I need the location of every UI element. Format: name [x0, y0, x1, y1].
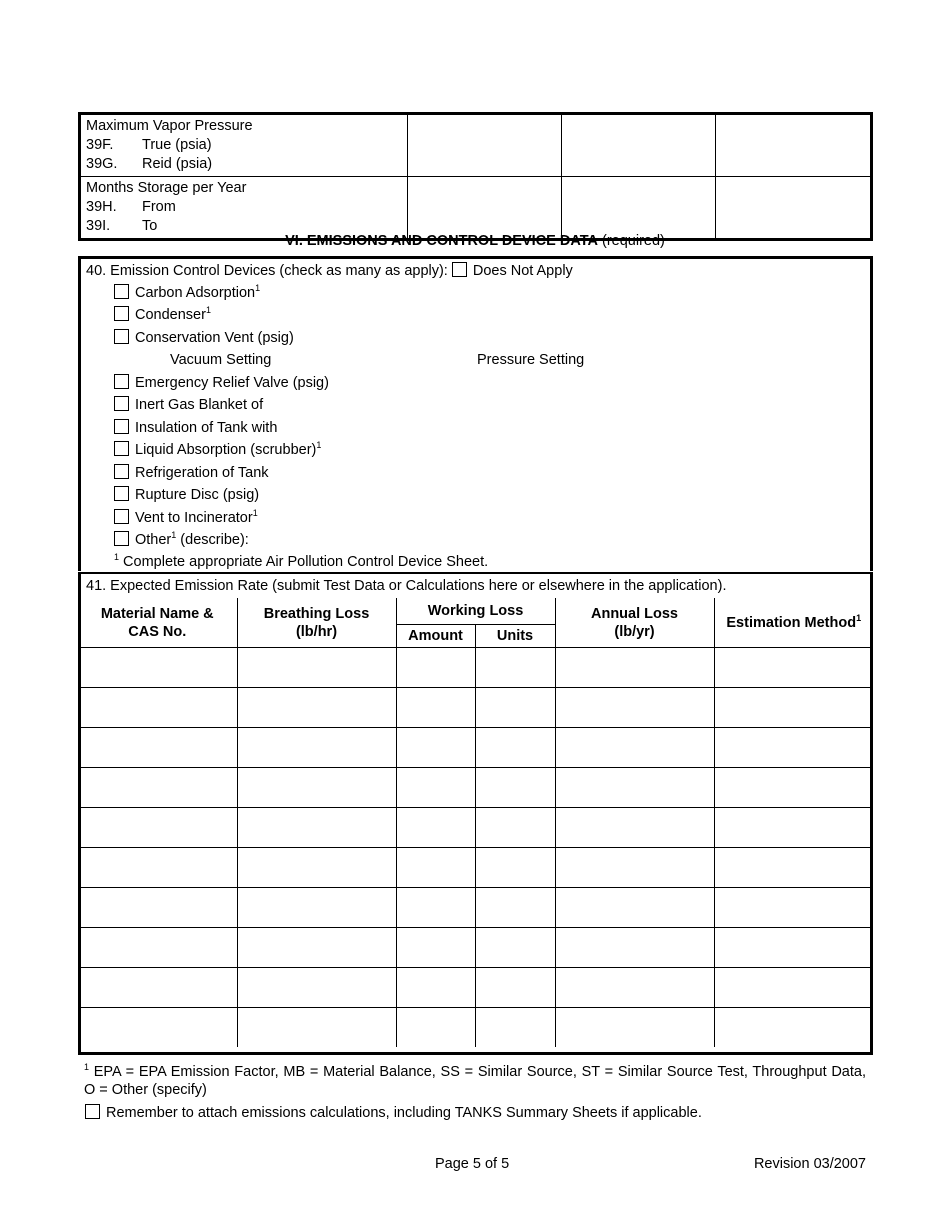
annual-header-line1: Annual Loss	[590, 605, 678, 622]
emission-table-cell[interactable]	[237, 808, 396, 848]
emission-table-row	[78, 968, 873, 1008]
emergency-relief-valve-checkbox[interactable]	[114, 374, 129, 389]
emission-table-cell[interactable]	[396, 648, 475, 688]
does-not-apply-checkbox[interactable]	[452, 262, 467, 277]
emission-table-row	[78, 728, 873, 768]
emission-table-cell[interactable]	[555, 968, 714, 1008]
carbon-adsorption-label: Carbon Adsorption	[135, 285, 256, 301]
emission-table-cell[interactable]	[396, 848, 475, 888]
footnote-marker: 1	[252, 508, 258, 518]
storage-months-row	[80, 177, 872, 240]
breathing-header-line1: Breathing Loss	[263, 605, 370, 622]
emission-table-row	[78, 768, 873, 808]
input-cell[interactable]	[407, 114, 561, 177]
emission-table-cell[interactable]	[78, 808, 237, 848]
insulation-label: Insulation of Tank with	[135, 420, 278, 436]
vapor-pressure-label	[80, 114, 408, 177]
emission-table-cell[interactable]	[714, 1008, 873, 1048]
row-title: Maximum Vapor Pressure	[86, 118, 253, 134]
rupture-disc-label: Rupture Disc (psig)	[135, 487, 260, 503]
liquid-absorption-checkbox[interactable]	[114, 441, 129, 456]
emission-table-cell[interactable]	[396, 1008, 475, 1048]
material-header-line1: Material Name &	[100, 605, 214, 622]
emission-table-cell[interactable]	[78, 848, 237, 888]
estimation-method-text: Estimation Method	[726, 614, 857, 631]
emission-table-cell[interactable]	[475, 848, 555, 888]
emission-table-cell[interactable]	[475, 728, 555, 768]
emission-table-row	[78, 928, 873, 968]
emission-table-cell[interactable]	[475, 688, 555, 728]
material-header	[78, 598, 237, 648]
emission-table-cell[interactable]	[396, 808, 475, 848]
breathing-header-line2: (lb/hr)	[295, 623, 338, 640]
rupture-disc-checkbox[interactable]	[114, 486, 129, 501]
inert-gas-blanket-label: Inert Gas Blanket of	[135, 397, 264, 413]
emission-table-cell[interactable]	[475, 888, 555, 928]
emission-table-row	[78, 848, 873, 888]
footnote-marker: 1	[255, 283, 261, 293]
emission-table-row	[78, 688, 873, 728]
emission-table-cell[interactable]	[475, 968, 555, 1008]
vapor-pressure-row	[80, 114, 872, 177]
condenser-label: Condenser	[135, 307, 206, 323]
item-label: True (psia)	[142, 137, 212, 153]
material-header-line2: CAS No.	[128, 623, 187, 640]
emission-table-cell[interactable]	[475, 768, 555, 808]
emission-table-cell[interactable]	[237, 1008, 396, 1048]
item-code: 39F.	[86, 137, 114, 153]
emission-table-cell[interactable]	[237, 688, 396, 728]
section-heading	[0, 233, 950, 249]
item-code: 39I.	[86, 218, 111, 234]
emission-table-cell[interactable]	[714, 688, 873, 728]
input-cell[interactable]	[716, 114, 872, 177]
emission-table-cell[interactable]	[475, 1008, 555, 1048]
emission-table-cell[interactable]	[714, 848, 873, 888]
input-cell[interactable]	[716, 177, 872, 240]
inert-gas-blanket-checkbox[interactable]	[114, 396, 129, 411]
emission-table-row	[78, 808, 873, 848]
annual-header-line2: (lb/yr)	[614, 623, 655, 640]
emission-table-cell[interactable]	[714, 808, 873, 848]
liquid-absorption-label: Liquid Absorption (scrubber)	[135, 442, 317, 458]
q40-prompt: 40. Emission Control Devices (check as many as apply):	[86, 263, 448, 279]
emission-table-cell[interactable]	[237, 728, 396, 768]
section-title: VI. EMISSIONS AND CONTROL DEVICE DATA	[285, 233, 598, 249]
emission-table-cell[interactable]	[396, 928, 475, 968]
refrigeration-checkbox[interactable]	[114, 464, 129, 479]
emission-table-cell[interactable]	[714, 888, 873, 928]
emission-table-cell[interactable]	[396, 888, 475, 928]
emission-table-cell[interactable]	[237, 928, 396, 968]
emission-table-cell[interactable]	[714, 968, 873, 1008]
vent-to-incinerator-label: Vent to Incinerator	[135, 510, 253, 526]
other-label: Other	[135, 532, 172, 548]
emission-table-cell[interactable]	[78, 688, 237, 728]
emission-table-cell[interactable]	[555, 728, 714, 768]
emission-table-cell[interactable]	[78, 1008, 237, 1048]
estimation-footnote	[84, 1063, 866, 1099]
page-number: Page 5 of 5	[435, 1156, 510, 1172]
other-checkbox[interactable]	[114, 531, 129, 546]
emission-table-cell[interactable]	[78, 968, 237, 1008]
amount-header: Amount	[396, 624, 475, 647]
input-cell[interactable]	[562, 177, 716, 240]
emission-table-cell[interactable]	[237, 768, 396, 808]
emission-table-cell[interactable]	[555, 1008, 714, 1048]
conservation-vent-label: Conservation Vent (psig)	[135, 330, 294, 346]
vapor-pressure-table	[78, 112, 873, 241]
footnote-marker: 1	[84, 1062, 90, 1072]
emission-table-row	[78, 888, 873, 928]
emission-table-cell[interactable]	[475, 808, 555, 848]
working-loss-header: Working Loss	[396, 598, 555, 624]
item-code: 39H.	[86, 199, 117, 215]
input-cell[interactable]	[562, 114, 716, 177]
revision-date: Revision 03/2007	[753, 1156, 866, 1172]
estimation-footnote-text: EPA = EPA Emission Factor, MB = Material Balance, SS = Similar Source, ST = Similar Source Test, Throughput Data, O = Other (specify)	[84, 1064, 866, 1098]
row-title: Months Storage per Year	[86, 180, 247, 196]
item-label: Reid (psia)	[142, 156, 213, 172]
emission-table-row	[78, 1008, 873, 1048]
annual-loss-header	[555, 598, 714, 648]
storage-months-label	[80, 177, 408, 240]
does-not-apply-label: Does Not Apply	[472, 263, 573, 279]
emission-table-cell[interactable]	[555, 768, 714, 808]
item-label: To	[142, 218, 158, 234]
emission-table-cell[interactable]	[475, 648, 555, 688]
emission-table-cell[interactable]	[555, 888, 714, 928]
emission-table-cell[interactable]	[714, 648, 873, 688]
footnote-marker: 1	[856, 612, 862, 623]
item-code: 39G.	[86, 156, 118, 172]
emission-table-cell[interactable]	[78, 928, 237, 968]
condenser-checkbox[interactable]	[114, 306, 129, 321]
vacuum-setting-label: Vacuum Setting	[170, 352, 272, 368]
emission-table-cell[interactable]	[237, 648, 396, 688]
units-header: Units	[475, 624, 555, 647]
emission-table-cell[interactable]	[237, 848, 396, 888]
estimation-method-header	[714, 598, 873, 648]
emission-table-cell[interactable]	[396, 968, 475, 1008]
emission-table-cell[interactable]	[714, 768, 873, 808]
item-label: From	[142, 199, 176, 215]
emission-table-cell[interactable]	[475, 928, 555, 968]
footnote-marker: 1	[171, 530, 177, 540]
input-cell[interactable]	[407, 177, 561, 240]
emission-table-cell[interactable]	[555, 848, 714, 888]
emission-table-cell[interactable]	[555, 648, 714, 688]
footnote-marker: 1	[205, 305, 211, 315]
q41-prompt: 41. Expected Emission Rate (submit Test Data or Calculations here or elsewhere in the application).	[86, 578, 727, 594]
emission-table-cell[interactable]	[714, 728, 873, 768]
vent-to-incinerator-checkbox[interactable]	[114, 509, 129, 524]
emission-table-cell[interactable]	[78, 888, 237, 928]
emission-table-cell[interactable]	[396, 728, 475, 768]
insulation-checkbox[interactable]	[114, 419, 129, 434]
q40-footnote-text: Complete appropriate Air Pollution Control Device Sheet.	[119, 554, 489, 570]
breathing-loss-header	[237, 598, 396, 648]
emission-table-cell[interactable]	[237, 888, 396, 928]
emission-table-cell[interactable]	[555, 928, 714, 968]
emission-rate-table	[78, 598, 873, 1047]
q40-footnote	[114, 553, 488, 571]
emission-table-cell[interactable]	[78, 768, 237, 808]
emission-control-devices-box	[78, 256, 873, 571]
emission-table-cell[interactable]	[396, 688, 475, 728]
conservation-vent-checkbox[interactable]	[114, 329, 129, 344]
emission-table-row	[78, 648, 873, 688]
emission-table-cell[interactable]	[714, 928, 873, 968]
emission-table-cell[interactable]	[555, 808, 714, 848]
emission-table-cell[interactable]	[555, 688, 714, 728]
footnote-marker: 1	[316, 440, 322, 450]
attach-calculations-checkbox[interactable]	[85, 1104, 100, 1119]
other-describe-label: (describe):	[176, 532, 249, 548]
refrigeration-label: Refrigeration of Tank	[135, 465, 269, 481]
emission-table-cell[interactable]	[237, 968, 396, 1008]
emission-table-cell[interactable]	[78, 728, 237, 768]
emission-table-cell[interactable]	[78, 648, 237, 688]
carbon-adsorption-checkbox[interactable]	[114, 284, 129, 299]
emission-table-cell[interactable]	[396, 768, 475, 808]
footnote-marker: 1	[114, 552, 120, 562]
attach-calculations-label: Remember to attach emissions calculations, including TANKS Summary Sheets if applicable.	[106, 1105, 702, 1121]
emergency-relief-valve-label: Emergency Relief Valve (psig)	[135, 375, 329, 391]
pressure-setting-label: Pressure Setting	[477, 352, 585, 368]
section-note: (required)	[602, 233, 665, 249]
